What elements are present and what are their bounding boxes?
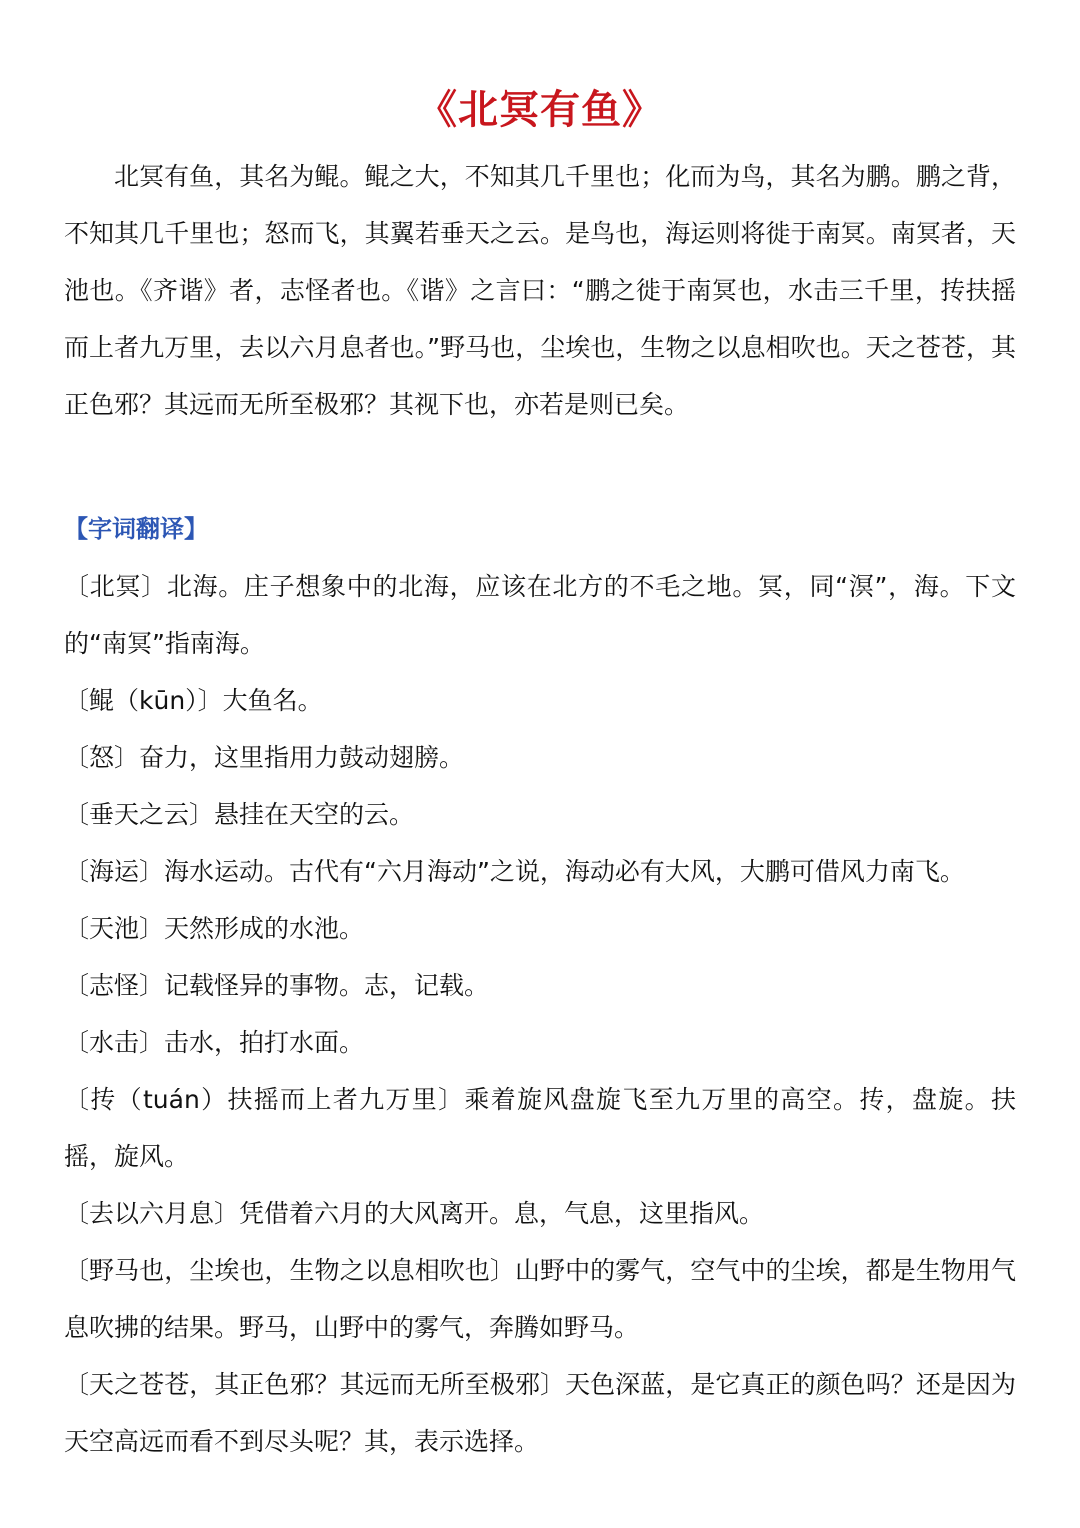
glossary-entry: 〔抟（tuán）扶摇而上者九万里〕乘着旋风盘旋飞至九万里的高空。抟，盘旋。扶摇，旋风。 [64, 1085, 1016, 1171]
glossary-entry: 〔垂天之云〕悬挂在天空的云。 [64, 800, 415, 829]
glossary-entry: 〔野马也，尘埃也，生物之以息相吹也〕山野中的雾气，空气中的尘埃，都是生物用气息吹拂的结果。野马，山野中的雾气，奔腾如野马。 [64, 1256, 1016, 1342]
document-title: 《北冥有鱼》 [417, 87, 663, 133]
glossary-entry: 〔志怪〕记载怪异的事物。志，记载。 [64, 971, 490, 1000]
glossary-entry: 〔鲲（kūn）〕大鱼名。 [64, 686, 323, 715]
glossary-entry: 〔北冥〕北海。庄子想象中的北海，应该在北方的不毛之地。冥，同“溟”，海。下文的“南冥”指南海。 [64, 572, 1016, 658]
glossary-entry: 〔怒〕奋力，这里指用力鼓动翅膀。 [64, 743, 465, 772]
glossary-entry: 〔海运〕海水运动。古代有“六月海动”之说，海动必有大风，大鹏可借风力南飞。 [64, 857, 965, 886]
glossary-entry: 〔去以六月息〕凭借着六月的大风离开。息，气息，这里指风。 [64, 1199, 765, 1228]
glossary-entry: 〔天池〕天然形成的水池。 [64, 914, 365, 943]
glossary-entry: 〔天之苍苍，其正色邪？其远而无所至极邪〕天色深蓝，是它真正的颜色吗？还是因为天空高远而看不到尽头呢？其，表示选择。 [64, 1370, 1016, 1456]
glossary-entry: 〔水击〕击水，拍打水面。 [64, 1028, 365, 1057]
glossary-list [64, 558, 1016, 1470]
glossary-heading: 【字词翻译】 [64, 515, 208, 543]
classical-passage: 北冥有鱼，其名为鲲。鲲之大，不知其几千里也；化而为鸟，其名为鹏。鹏之背，不知其几千里也；怒而飞，其翼若垂天之云。是鸟也，海运则将徙于南冥。南冥者，天池也。《齐谐》者，志怪者也。《谐》之言曰：“鹏之徙于南冥也，水击三千里，抟扶摇而上者九万里，去以六月息者也。”野马也，尘埃也，生物之以息相吹也。天之苍苍，其正色邪？其远而无所至极邪？其视下也，亦若是则已矣。 [64, 162, 1016, 419]
